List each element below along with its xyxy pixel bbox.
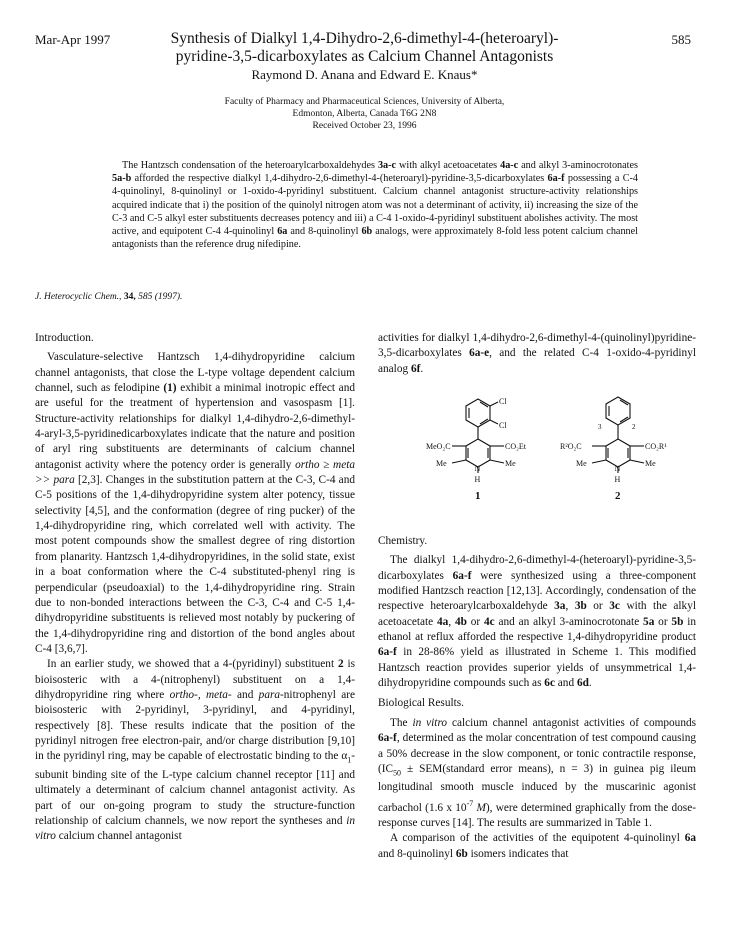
- s2-left-methyl: Me: [576, 459, 587, 468]
- s1-right-ester: CO₂Et: [505, 442, 527, 451]
- received-date: Received October 23, 1996: [312, 121, 417, 131]
- s1-left-ester: MeO₂C: [426, 442, 451, 451]
- dihydropyridine-ring-1: [466, 439, 490, 467]
- affiliation-line-2: Edmonton, Alberta, Canada T6G 2N8: [292, 109, 437, 119]
- left-column: [35, 331, 355, 845]
- article-title: [0, 30, 729, 66]
- chemistry-heading: Chemistry.: [378, 535, 428, 548]
- biological-results-heading: Biological Results.: [378, 697, 464, 710]
- intro-paragraph-2: In an earlier study, we showed that a 4-(pyridinyl) substituent 2 is bioisosteric with a 4-(nitrophenyl) substituent on a 1,4-dihydropyridine ring where ortho-, meta- and para-nitrophenyl are bioisosteric with 2-pyridinyl, 3-pyridinyl, and 4-pyridinyl, respectively [8]. These results indicate that the position of the pyridinyl nitrogen free electron-pair, and/or charge distribution [9,10] in the pyridinyl ring, may be capable of electrostatic binding to the $\alpha_1$-subunit binding site of the L-type calcium channel receptor [11] and ultimately a determinant of calcium channel antagonist activity. As part of our on-going program to study the structure-function relationship of calcium channels, we now report the syntheses and in vitro calcium channel antagonist: [35, 658, 355, 843]
- s1-cl-bottom: Cl: [499, 421, 507, 430]
- compound-1-label: 1: [475, 490, 481, 502]
- right-column-continuation: activities for dialkyl 1,4-dihydro-2,6-dimethyl-4-(quinolinyl)pyridine-3,5-dicarboxylates 6a-e, and the related C-4 1-oxido-4-pyridinyl analog 6f.: [378, 332, 696, 375]
- affiliation-line-1: Faculty of Pharmacy and Pharmaceutical Sciences, University of Alberta,: [224, 97, 505, 107]
- biological-paragraph: The in vitro calcium channel antagonist activities of compounds 6a-f, determined as the molar concentration of test compound causing a 50% decrease in the slow component, or tonic contractile response, ($IC_{50}$ ± SEM(standard error means), n = 3) in guinea pig ileum longitudinal smooth muscle induced by the muscarinic agonist carbachol (1.6 x $10^{-7}$ M), were determined graphically from the dose-response curves [14]. The results are summarized in Table 1.: [378, 716, 697, 829]
- s2-right-methyl: Me: [645, 459, 656, 468]
- chemistry-paragraph: The dialkyl 1,4-dihydro-2,6-dimethyl-4-(heteroaryl)-pyridine-3,5-dicarboxylates 6a-f were synthesized using a three-component modified Hantzsch reaction [12,13]. Accordingly, condensation of the respective heteroarylcarboxaldehyde 3a, 3b or 3c with the alkyl acetoacetate 4a, 4b or 4c and an alkyl 3-aminocrotonate 5a or 5b in ethanol at reflux afforded the respective 1,4-dihydropyridine product 6a-f in 28-86% yield as illustrated in Scheme 1. This modified Hantzsch reaction provides superior yields of unsymmetrical 1,4-dihydropyridine compounds such as 6c and 6d.: [378, 554, 696, 690]
- s1-right-methyl: Me: [505, 459, 516, 468]
- s2-pos3: 3: [598, 423, 602, 431]
- page-number: 585: [671, 32, 691, 47]
- s2-pos2: 2: [632, 423, 636, 431]
- authors: Raymond D. Anana and Edward E. Knaus*: [251, 67, 478, 82]
- s2-nitrogen: N: [614, 464, 621, 473]
- s1-left-methyl: Me: [436, 459, 447, 468]
- s1-nitrogen: N: [474, 464, 481, 473]
- title-line-2: pyridine-3,5-dicarboxylates as Calcium Channel Antagonists: [175, 48, 554, 65]
- journal-issue: Mar-Apr 1997: [35, 32, 111, 47]
- intro-paragraph-1: Vasculature-selective Hantzsch 1,4-dihydropyridine calcium channel antagonists, that close the L-type voltage dependent calcium channel, such as felodipine (1) exhibit a minimal inotropic effect and are useful for the treatment of hypertension and vasospasm [1]. Structure-activity relationships for dialkyl 1,4-dihydro-2,6-dimethyl-4-aryl-3,5-pyridinedicarboxylates indicate that the nature and position of aryl ring substituents are determinants of calcium channel antagonist activity where the potency order is generally ortho ≥ meta >> para [2,3]. Changes in the substitution pattern at the C-3, C-4 and C-5 positions of the 1,4-dihydropyridine system alter potency, tissue selectivity [4,5], and the conformation (degree of ring pucker) of the 1,4-dihydropyridine ring, which correlated well with activity. The most potent compounds show the smallest degree of ring distortion from planarity. Hantzsch 1,4-dihydropyridines, in the solid state, exist in a boat conformation where the C-4 substituted-phenyl ring is perpendicular (pseudoaxial) to the 1,4-dihydropyridine ring. Strain due to non-bonded interactions between the C-3, C-4 and C-5 1,4-dihydropyridine substituents is relieved most notably by puckering of the 1,4-dihydropyridine ring and distortion of the bond angles about C-4 [3,6,7].: [35, 351, 355, 655]
- dihydropyridine-ring-2: [606, 439, 630, 467]
- chemical-structures: [378, 383, 696, 513]
- s2-hydrogen: H: [614, 475, 621, 484]
- title-line-1: Synthesis of Dialkyl 1,4-Dihydro-2,6-dimethyl-4-(heteroaryl)-: [170, 30, 559, 47]
- compound-2-label: 2: [615, 490, 621, 502]
- phenyl-ring-1: [466, 399, 490, 427]
- pyridinyl-ring-2: [606, 397, 630, 425]
- abstract: The Hantzsch condensation of the heteroarylcarboxaldehydes 3a-c with alkyl acetoacetates 4a-c and alkyl 3-aminocrotonates 5a-b afforded the respective dialkyl 1,4-dihydro-2,6-dimethyl-4-(heteroaryl)-pyridine-3,5-dicarboxylates 6a-f possessing a C-4 4-quinolinyl, 8-quinolinyl or 1-oxido-4-pyridinyl substituent. Calcium channel antagonist structure-activity relationships acquired indicate that i) the position of the quinolyl nitrogen atom was not a determinant of activity, ii) increasing the size of the C-3 and C-5 alkyl ester substituents decreases potency and iii) a C-4 1-oxido-4-pyridinyl substituent abolishes activity. The most active, and equipotent C-4 4-quinolinyl 6a and 8-quinolinyl 6b analogs, were approximately 8-fold less potent calcium channel antagonists than the reference drug nifedipine.: [112, 160, 638, 251]
- introduction-heading: Introduction.: [35, 332, 94, 344]
- s2-right-ester: CO₂R¹: [645, 442, 667, 451]
- s1-hydrogen: H: [474, 475, 481, 484]
- citation: J. Heterocyclic Chem., 34, 585 (1997).: [35, 292, 183, 302]
- comparison-paragraph: A comparison of the activities of the equipotent 4-quinolinyl 6a and 8-quinolinyl 6b isomers indicates that: [378, 832, 696, 860]
- s1-cl-top: Cl: [499, 397, 507, 406]
- affiliation: [0, 96, 729, 132]
- s2-left-ester: R²O₂C: [560, 442, 582, 451]
